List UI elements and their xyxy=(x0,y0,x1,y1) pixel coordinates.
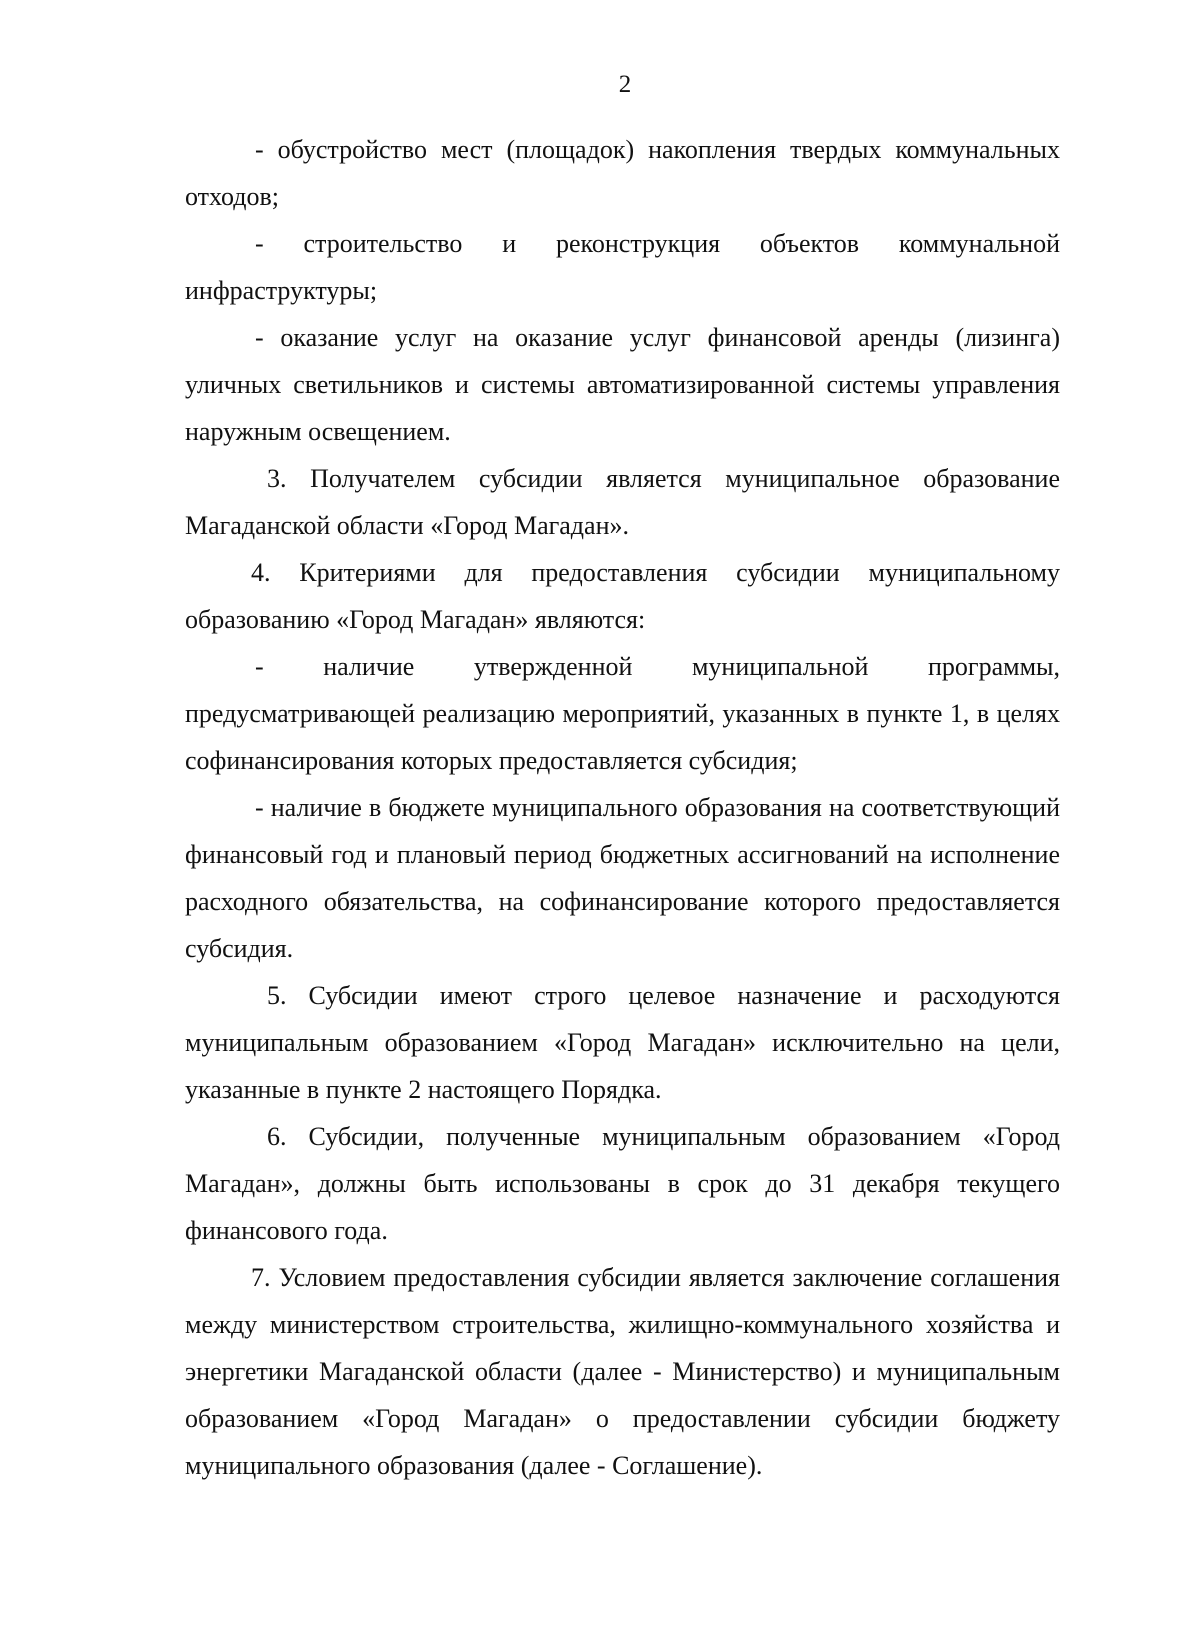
page-number: 2 xyxy=(618,71,632,98)
paragraph-waste-sites: - обустройство мест (площадок) накопления твердых коммунальных отходов; xyxy=(185,135,1060,211)
paragraph-infrastructure: - строительство и реконструкция объектов коммунальной инфраструктуры; xyxy=(185,229,1060,305)
document-body xyxy=(185,126,1060,1489)
paragraph-item-3: 3. Получателем субсидии является муниципальное образование Магаданской области «Город Магадан». xyxy=(185,464,1060,540)
paragraph-criterion-budget: - наличие в бюджете муниципального образования на соответствующий финансовый год и плановый период бюджетных ассигнований на исполнение расходного обязательства, на софинансирование которого предоставляется субсидия. xyxy=(185,793,1060,963)
paragraph-item-7: 7. Условием предоставления субсидии является заключение соглашения между министерством строительства, жилищно-коммунального хозяйства и энергетики Магаданской области (далее - Министерство) и муниципальным образованием «Город Магадан» о предоставлении субсидии бюджету муниципального образования (далее - Соглашение). xyxy=(185,1263,1060,1480)
paragraph-item-4: 4. Критериями для предоставления субсидии муниципальному образованию «Город Магадан» являются: xyxy=(185,558,1060,634)
paragraph-lighting-leasing: - оказание услуг на оказание услуг финансовой аренды (лизинга) уличных светильников и системы автоматизированной системы управления наружным освещением. xyxy=(185,323,1060,446)
paragraph-item-5: 5. Субсидии имеют строго целевое назначение и расходуются муниципальным образованием «Город Магадан» исключительно на цели, указанные в пункте 2 настоящего Порядка. xyxy=(185,981,1060,1104)
paragraph-criterion-program: - наличие утвержденной муниципальной программы, предусматривающей реализацию мероприятий, указанных в пункте 1, в целях софинансирования которых предоставляется субсидия; xyxy=(185,652,1060,775)
paragraph-item-6: 6. Субсидии, полученные муниципальным образованием «Город Магадан», должны быть использованы в срок до 31 декабря текущего финансового года. xyxy=(185,1122,1060,1245)
